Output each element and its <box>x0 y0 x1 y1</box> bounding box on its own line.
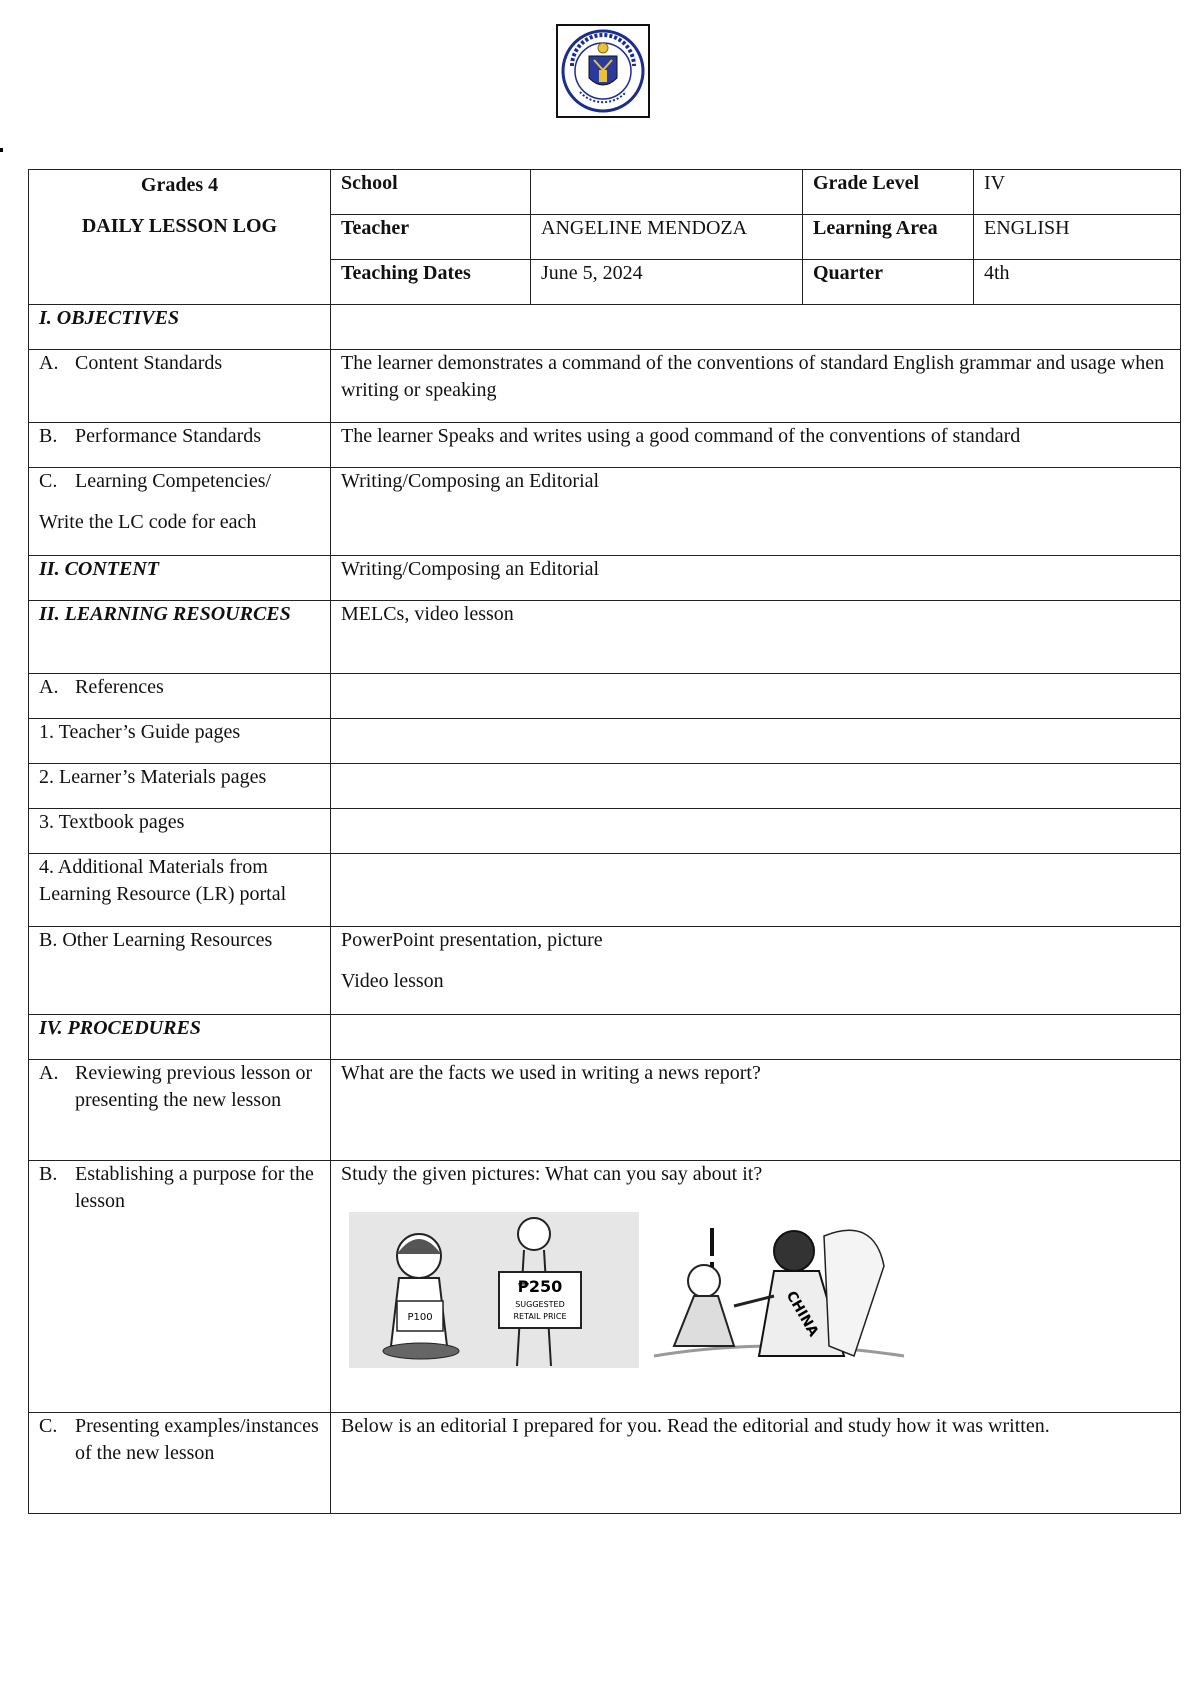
competencies-label <box>29 468 331 556</box>
teachers-guide-label: 1. Teacher’s Guide pages <box>29 719 331 764</box>
daily-lesson-log-table <box>28 169 1181 1514</box>
lc-code-note: Write the LC code for each <box>39 511 257 533</box>
empty-cell <box>331 305 1181 350</box>
reviewing-value: What are the facts we used in writing a news report? <box>331 1060 1181 1161</box>
purpose-value <box>331 1161 1181 1413</box>
resources-heading: II. LEARNING RESOURCES <box>29 601 331 674</box>
grade-level-value: IV <box>974 170 1181 215</box>
empty-cell <box>331 719 1181 764</box>
learners-materials-label: 2. Learner’s Materials pages <box>29 764 331 809</box>
item-letter: C. <box>39 1415 58 1437</box>
item-label: References <box>75 676 164 698</box>
quarter-value: 4th <box>974 260 1181 305</box>
empty-cell <box>331 764 1181 809</box>
presenting-label <box>29 1413 331 1514</box>
empty-cell <box>331 1015 1181 1060</box>
small-sign-text: P100 <box>407 1312 433 1323</box>
title-cell <box>29 170 331 305</box>
school-label: School <box>331 170 531 215</box>
item-letter: A. <box>39 352 59 374</box>
item-letter: B. <box>39 425 58 447</box>
textbook-label: 3. Textbook pages <box>29 809 331 854</box>
china-cartoon-image <box>644 1206 914 1372</box>
item-letter: C. <box>39 470 58 492</box>
price-sign-line: RETAIL PRICE <box>513 1312 567 1321</box>
editorial-cartoons <box>341 1206 1170 1380</box>
references-label <box>29 674 331 719</box>
deped-seal-logo <box>556 24 650 118</box>
purpose-label <box>29 1161 331 1413</box>
content-standards-label <box>29 350 331 423</box>
additional-materials-label: 4. Additional Materials from Learning Resource (LR) portal <box>29 854 331 927</box>
teacher-label: Teacher <box>331 215 531 260</box>
other-resources-label: B. Other Learning Resources <box>29 927 331 1015</box>
item-letter: A. <box>39 1062 59 1084</box>
price-sign-line: SUGGESTED <box>515 1300 565 1309</box>
log-title: DAILY LESSON LOG <box>81 215 278 237</box>
presenting-value: Below is an editorial I prepared for you. Read the editorial and study how it was written. <box>331 1413 1181 1514</box>
price-cartoon-image <box>349 1206 639 1372</box>
content-value: Writing/Composing an Editorial <box>331 556 1181 601</box>
grade-title: Grades 4 <box>140 174 219 196</box>
other-resource-item: PowerPoint presentation, picture <box>341 929 603 951</box>
school-value <box>531 170 803 215</box>
other-resource-item: Video lesson <box>341 970 444 992</box>
page-mark <box>0 148 3 152</box>
item-label: Presenting examples/instances of the new lesson <box>75 1415 319 1464</box>
teacher-value: ANGELINE MENDOZA <box>531 215 803 260</box>
quarter-label: Quarter <box>803 260 974 305</box>
china-label-text: CHINA <box>782 1288 822 1340</box>
empty-cell <box>331 809 1181 854</box>
dates-label: Teaching Dates <box>331 260 531 305</box>
empty-cell <box>331 854 1181 927</box>
empty-cell <box>331 674 1181 719</box>
item-letter: B. <box>39 1163 58 1185</box>
item-label: Content Standards <box>75 352 223 374</box>
item-label: Reviewing previous lesson or presenting the new lesson <box>75 1062 313 1111</box>
item-letter: A. <box>39 676 59 698</box>
performance-standards-label <box>29 423 331 468</box>
learning-area-value: ENGLISH <box>974 215 1181 260</box>
content-standards-value: The learner demonstrates a command of the conventions of standard English grammar and usage when writing or speaking <box>331 350 1181 423</box>
resources-value: MELCs, video lesson <box>331 601 1181 674</box>
reviewing-label <box>29 1060 331 1161</box>
purpose-text: Study the given pictures: What can you say about it? <box>341 1163 763 1185</box>
objectives-heading: I. OBJECTIVES <box>29 305 331 350</box>
competencies-value: Writing/Composing an Editorial <box>331 468 1181 556</box>
other-resources-value <box>331 927 1181 1015</box>
item-label: Performance Standards <box>75 425 262 447</box>
grade-level-label: Grade Level <box>803 170 974 215</box>
item-label: Establishing a purpose for the lesson <box>75 1163 314 1212</box>
learning-area-label: Learning Area <box>803 215 974 260</box>
item-label: Learning Competencies/ <box>75 470 272 492</box>
dates-value: June 5, 2024 <box>531 260 803 305</box>
procedures-heading: IV. PROCEDURES <box>29 1015 331 1060</box>
seal-emblem-icon <box>558 26 648 116</box>
price-sign-text: ₱250 <box>517 1277 563 1296</box>
performance-standards-value: The learner Speaks and writes using a good command of the conventions of standard <box>331 423 1181 468</box>
content-heading: II. CONTENT <box>29 556 331 601</box>
